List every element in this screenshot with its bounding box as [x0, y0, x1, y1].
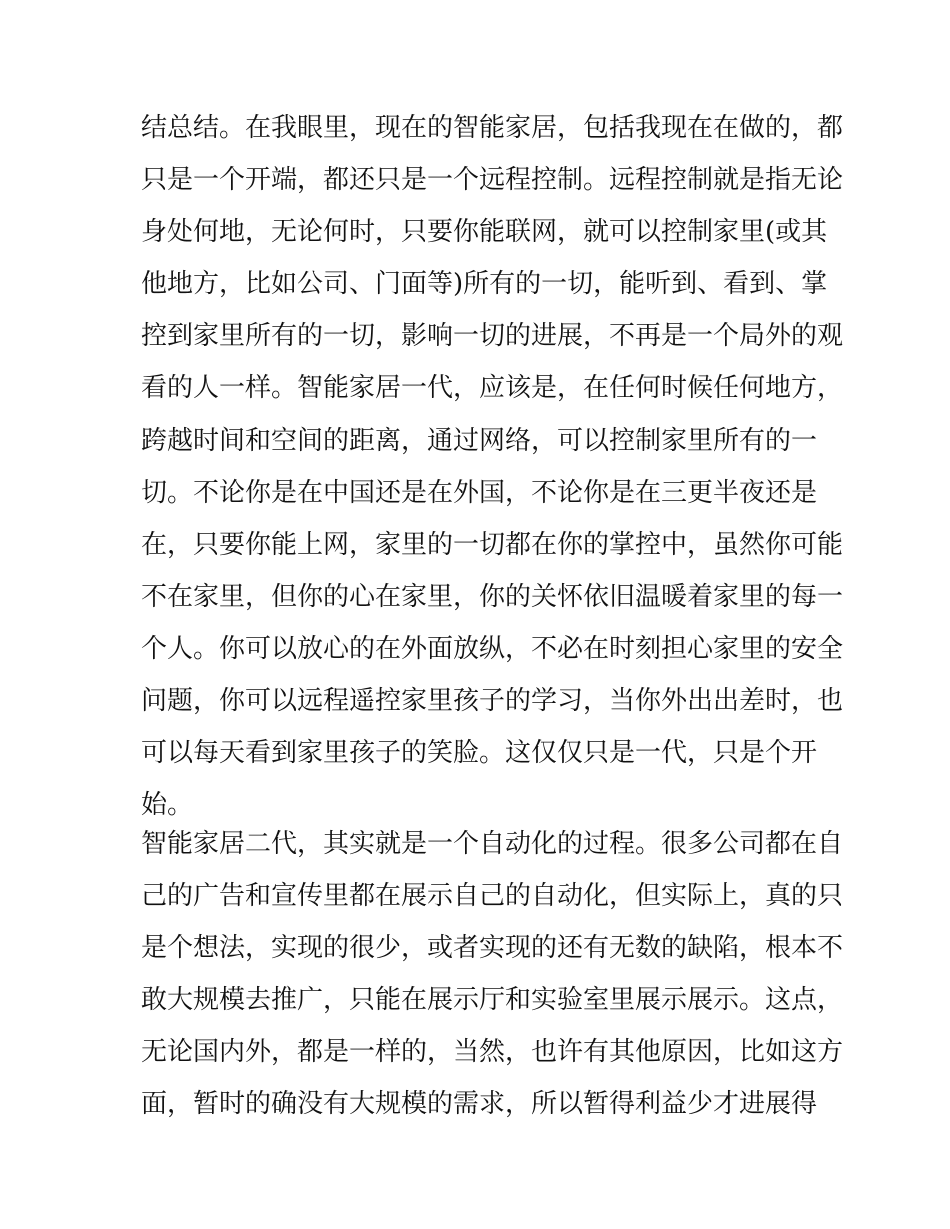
text-line: 己的广告和宣传里都在展示自己的自动化，但实际上，真的只 [141, 881, 844, 912]
text-line: 面，暂时的确没有大规模的需求，所以暂得利益少才进展得 [141, 1089, 818, 1120]
text-line: 智能家居二代，其实就是一个自动化的过程。很多公司都在自 [141, 829, 844, 859]
text-line: 个人。你可以放心的在外面放纵，不必在时刻担心家里的安全 [141, 633, 844, 664]
text-line: 不在家里，但你的心在家里，你的关怀依旧温暖着家里的每一 [141, 581, 844, 612]
paragraph-2 [141, 818, 844, 1131]
text-line: 结总结。在我眼里，现在的智能家居，包括我现在在做的，都 [141, 113, 844, 143]
text-line: 在，只要你能上网，家里的一切都在你的掌控中，虽然你可能 [141, 529, 844, 560]
text-line: 看的人一样。智能家居一代，应该是，在任何时候任何地方， [141, 373, 844, 404]
text-line: 是个想法，实现的很少，或者实现的还有无数的缺陷，根本不 [141, 933, 844, 964]
text-line: 可以每天看到家里孩子的笑脸。这仅仅只是一代，只是个开 [141, 738, 818, 769]
paragraph-1 [141, 102, 844, 831]
text-line: 问题，你可以远程遥控家里孩子的学习，当你外出出差时，也 [141, 686, 844, 717]
text-line: 跨越时间和空间的距离，通过网络，可以控制家里所有的一 [141, 425, 818, 456]
text-line: 无论国内外，都是一样的，当然，也许有其他原因，比如这方 [141, 1037, 844, 1068]
text-line: 他地方，比如公司、门面等)所有的一切，能听到、看到、掌 [141, 269, 828, 300]
text-line: 身处何地，无论何时，只要你能联网，就可以控制家里(或其 [141, 217, 828, 248]
text-line: 敢大规模去推广，只能在展示厅和实验室里展示展示。这点， [141, 985, 844, 1016]
text-line: 切。不论你是在中国还是在外国，不论你是在三更半夜还是 [141, 477, 818, 508]
text-line: 控到家里所有的一切，影响一切的进展，不再是一个局外的观 [141, 321, 844, 352]
text-line: 只是一个开端，都还只是一个远程控制。远程控制就是指无论 [141, 165, 844, 196]
text-line: 始。 [141, 790, 194, 821]
